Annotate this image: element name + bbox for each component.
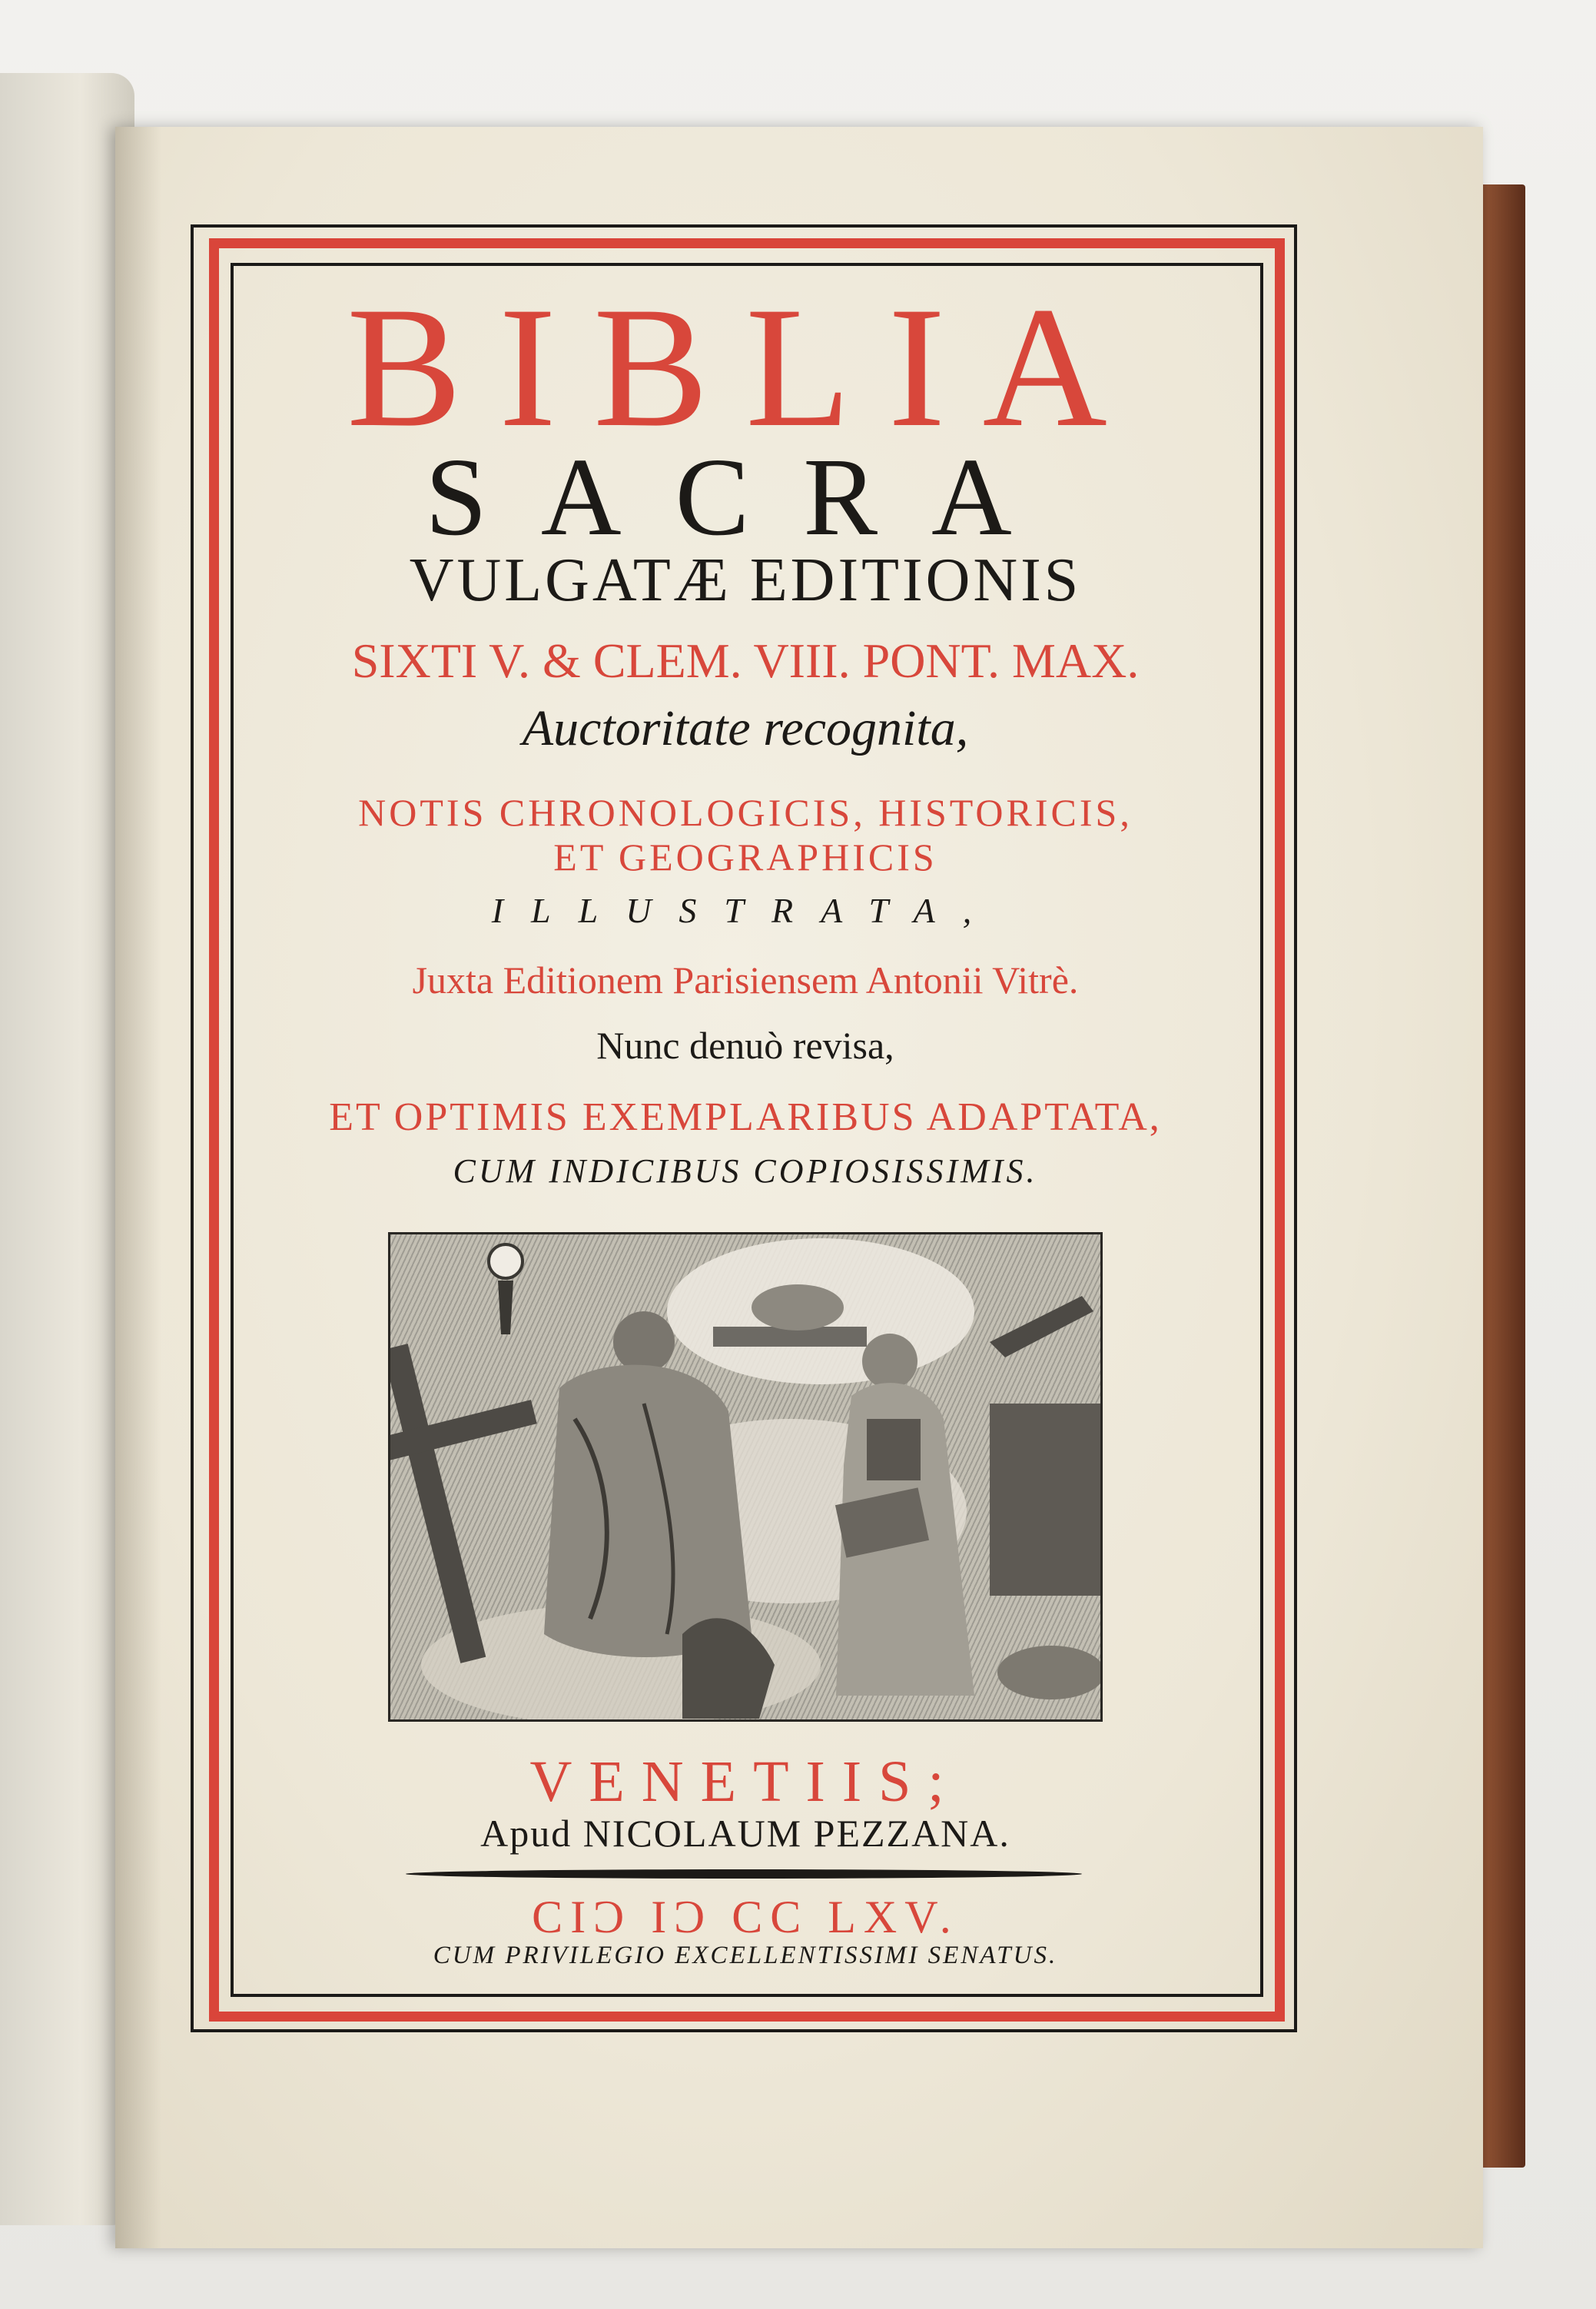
ecclesia-figure [544,1365,752,1657]
juxta-line: Juxta Editionem Parisiensem Antonii Vitrè. [412,958,1079,1002]
date-line: CIϽ IϽ CC LXV. [532,1892,959,1942]
edition-line: VULGATÆ EDITIONIS [409,547,1082,614]
temple-altar [990,1404,1103,1596]
vignette-drawing [390,1234,1103,1722]
ecclesia-head [613,1311,675,1373]
authority-line: Auctoritate recognita, [522,700,969,756]
facing-page-edge [0,73,134,2225]
title-sacra: SACRA [425,436,1066,559]
illustrata-line: ILLUSTRATA, [491,891,1000,930]
lamb [752,1284,844,1331]
place-line: VENETIIS; [529,1749,961,1814]
nunc-line: Nunc denuò revisa, [596,1024,894,1067]
lamb-sacrifice [997,1646,1103,1699]
printer-line: Apud NICOLAUM PEZZANA. [480,1812,1010,1855]
adaptata-line: ET OPTIMIS EXEMPLARIBUS ADAPTATA, [329,1095,1162,1139]
indices-line: CUM INDICIBUS COPIOSISSIMIS. [453,1152,1038,1190]
gutter-shadow [115,127,161,2248]
imprint-rule [406,1869,1082,1879]
engraved-vignette [388,1232,1103,1722]
chalice-host [489,1244,523,1278]
privilege-line: CUM PRIVILEGIO EXCELLENTISSIMI SENATUS. [433,1942,1058,1969]
popes-line: SIXTI V. & CLEM. VIII. PONT. MAX. [351,633,1140,688]
notes-line-2: ET GEOGRAPHICIS [553,836,937,879]
breastplate [867,1419,921,1480]
synagoga-head [862,1334,917,1389]
notes-line-1: NOTIS CHRONOLOGICIS, HISTORICIS, [358,791,1133,834]
title-biblia: BIBLIA [347,271,1144,463]
